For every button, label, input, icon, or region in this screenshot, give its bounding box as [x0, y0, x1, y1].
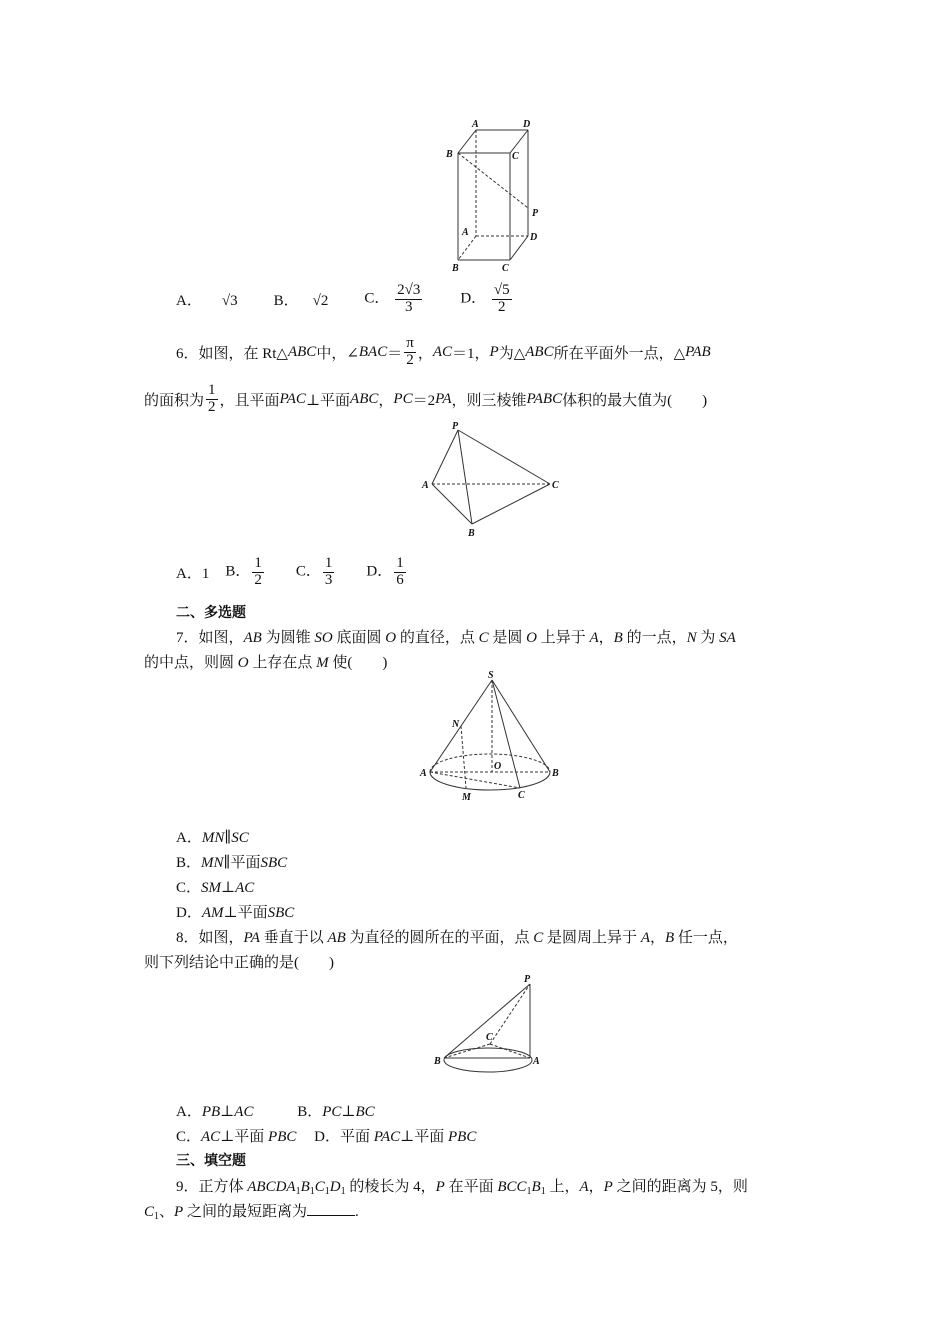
- q8-label-B: B: [434, 1056, 441, 1067]
- q8-label-A: A: [533, 1056, 540, 1067]
- q7-label-B: B: [552, 768, 559, 779]
- q7-option-a: A．MN∥SC: [176, 830, 249, 846]
- q7-label-M: M: [462, 792, 471, 803]
- q6-tetrahedron-figure: [420, 418, 565, 542]
- q8-option-c: C．AC⊥平面 PBC: [176, 1129, 297, 1145]
- q6-label-P: P: [452, 421, 459, 432]
- q7-option-d: D．AM⊥平面SBC: [176, 905, 295, 921]
- q8-options-row2: [176, 1125, 476, 1146]
- q5-label-B1: B: [452, 263, 459, 274]
- section-heading-fill-blank: 三、填空题: [176, 1153, 246, 1169]
- q5-label-D: D: [523, 119, 531, 130]
- q6-option-d: D． $\frac{1}{6}$: [366, 554, 404, 588]
- q5-label-A1: A: [462, 227, 469, 238]
- q8-label-C: C: [486, 1032, 493, 1043]
- q8-option-d: D．平面 PAC⊥平面 PBC: [314, 1129, 477, 1145]
- q5-option-c: C． $\frac{2√3}{3}$: [364, 281, 421, 315]
- q5-option-b: B． √2: [273, 292, 329, 309]
- q6-line2: 的面积为 $\frac{1}{2}$ ，且平面 PAC ⊥平面 ABC ， PC ＝2 PA ，则三棱锥 PABC 体积的最大值为( ): [144, 381, 708, 415]
- q5-box-figure: [440, 118, 550, 274]
- q9-line1: 9．正方体 $ABCDA_1B_1C_1D_1$ 的棱长为 4，P 在平面 $BCC_1B_1$ 上，A，P 之间的距离为 5，则: [176, 1179, 748, 1197]
- q7-cone-figure: [418, 668, 563, 804]
- q5-options: [176, 276, 514, 322]
- q6-label-B: B: [468, 528, 475, 539]
- q6-option-b: B． $\frac{1}{2}$: [225, 554, 262, 588]
- q5-label-B: B: [446, 149, 453, 160]
- q8-option-a: A．PB⊥AC: [176, 1104, 254, 1120]
- q8-figure: [432, 972, 550, 1084]
- q7-label-O: O: [494, 761, 502, 772]
- q8-option-b: B．PC⊥BC: [297, 1104, 375, 1120]
- q7-label-A: A: [420, 768, 427, 779]
- q7-line2: 的中点，则圆 O 上存在点 M 使( ): [144, 655, 388, 671]
- q6-options: [176, 549, 408, 595]
- q6-label-A: A: [422, 480, 429, 491]
- q6-line1: 6．如图，在 Rt△ ABC 中，∠ BAC ＝ $\frac{\pi}{2}$ ， AC ＝1， P 为△ ABC 所在平面外一点，△ PAB: [176, 334, 711, 368]
- q9-answer-blank[interactable]: [307, 1215, 355, 1216]
- q5-option-d: D． $\frac{√5}{2}$: [460, 281, 510, 315]
- q5-option-a: A． √3: [176, 292, 238, 309]
- q7-label-N: N: [452, 719, 460, 730]
- q7-option-c: C．SM⊥AC: [176, 880, 255, 896]
- q7-option-b: B．MN∥平面SBC: [176, 855, 288, 871]
- q8-options-row1: [176, 1100, 375, 1121]
- q9-line2: $C_1$、P 之间的最短距离为 .: [144, 1204, 359, 1222]
- q7-label-C: C: [518, 790, 525, 801]
- section-heading-multi-choice: 二、多选题: [176, 605, 246, 621]
- q7-label-S: S: [488, 670, 494, 681]
- q5-label-P: P: [532, 208, 539, 219]
- q8-line1: 8．如图，PA 垂直于以 AB 为直径的圆所在的平面，点 C 是圆周上异于 A，B 任一点，: [176, 930, 738, 946]
- q8-label-P: P: [524, 974, 531, 985]
- q8-line2: 则下列结论中正确的是( ): [144, 955, 334, 971]
- q5-label-C1: C: [502, 263, 509, 274]
- q5-label-C: C: [512, 151, 519, 162]
- q5-label-D1: D: [530, 232, 538, 243]
- q5-label-A: A: [472, 119, 479, 130]
- q6-label-C: C: [552, 480, 559, 491]
- q6-option-c: C． $\frac{1}{3}$: [295, 554, 333, 588]
- q6-option-a: A．1: [176, 565, 210, 582]
- q7-line1: 7．如图，AB 为圆锥 SO 底面圆 O 的直径，点 C 是圆 O 上异于 A，B 的一点，N 为 SA: [176, 630, 736, 646]
